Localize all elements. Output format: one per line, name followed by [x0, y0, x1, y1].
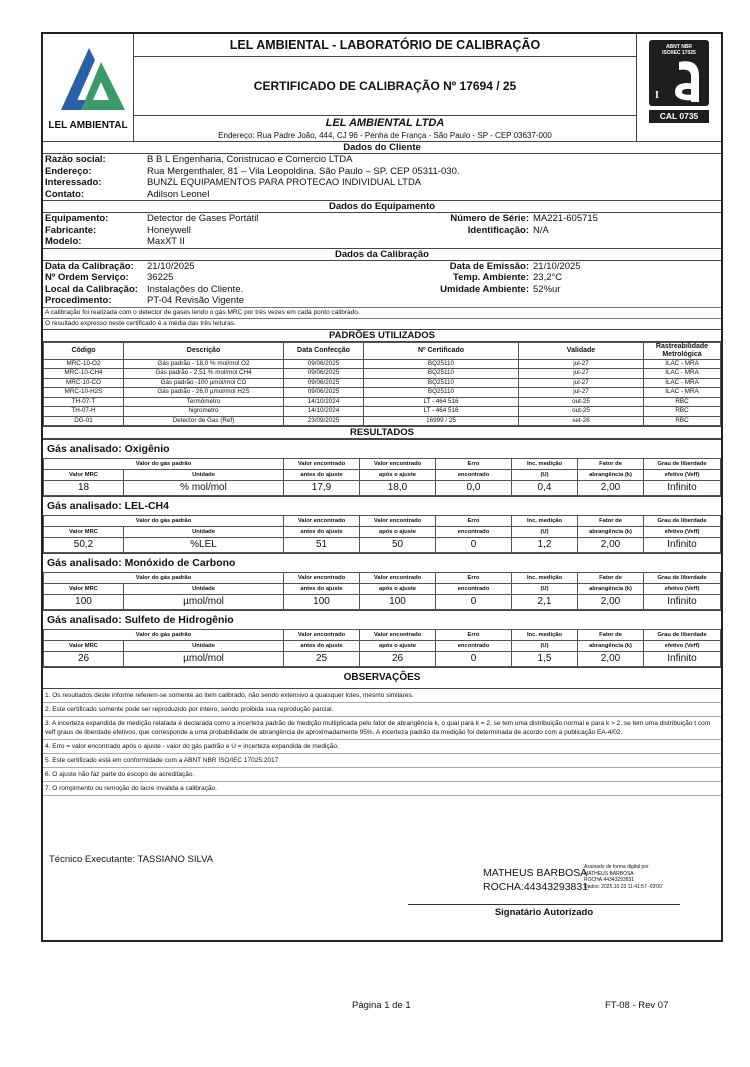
lel-logo-icon — [43, 40, 133, 120]
results-table: Valor do gás padrão Valor encontrado Valor encontrado Erro Inc. medição Fator de Grau de liberdade Valor MRC Unidade antes do ajuste após o ajuste encontrado (U) abrangência (k) efetivo (Veff) 26 µmol/mol 25 26 0 1,5 2,00 Infinito — [43, 629, 721, 667]
table-row: TH-07-T Termômetro 14/10/2024 LT - 464 516 out-25 RBC — [44, 397, 721, 407]
standards-header-row: Código Descrição Data Confecção Nº Certificado Validade Rastreabilidade Metrológica — [44, 342, 721, 359]
standards-table — [43, 342, 721, 427]
calibration-field: Nº Ordem Serviço: 36225 Temp. Ambiente: 23,2°C — [45, 272, 563, 283]
observation-item: 3. A incerteza expandida de medição relatada é declarada como a incerteza padrão de medição multiplicada pelo fator de abrangência k, o qual para k = 2, se tem uma distribuição normal e para k > 2, se tem uma distribuição t com veff graus de liberdade efetivos, que corresponde a uma probabilidade de abrangência de aproximadamente 95%. A incerteza padrão da medição foi determinada de acordo com a publicação EA-4/02. — [43, 717, 721, 740]
calibration-field: Data da Calibração: 21/10/2025 Data de Emissão: 21/10/2025 — [45, 260, 581, 272]
equipment-data — [43, 213, 721, 248]
gas-result-lel-ch4 — [43, 496, 721, 553]
gas-title: Gás analisado: LEL-CH4 — [43, 496, 721, 515]
signer-name: MATHEUS BARBOSA ROCHA:44343293831 — [483, 867, 589, 893]
gas-title: Gás analisado: Oxigênio — [43, 439, 721, 458]
table-row: 18 % mol/mol 17,9 18,0 0,0 0,4 2,00 Infinito — [44, 481, 721, 496]
certificate-body — [43, 141, 721, 796]
signatory-label: Signatário Autorizado — [494, 907, 594, 918]
table-row: DG-01 Detector de Gas (Ref) 23/09/2025 16999 / 25 set-26 RBC — [44, 416, 721, 426]
title-band — [133, 34, 637, 141]
client-field: Contato: Adilson Leonel — [45, 188, 210, 200]
gas-title: Gás analisado: Sulfeto de Hidrogênio — [43, 610, 721, 629]
company-logo — [43, 34, 134, 141]
calibration-field: Procedimento: PT-04 Revisão Vigente — [45, 295, 244, 306]
badge-line1: ABNT NBR — [665, 44, 693, 50]
table-row: 100 µmol/mol 100 100 0 2,1 2,00 Infinito — [44, 595, 721, 610]
calibration-section-title: Dados da Calibração — [43, 248, 721, 261]
results-table: Valor do gás padrão Valor encontrado Valor encontrado Erro Inc. medição Fator de Grau de liberdade Valor MRC Unidade antes do ajuste após o ajuste encontrado (U) abrangência (k) efetivo (Veff) 100 µmol/mol 100 100 0 2,1 2,00 Infinito — [43, 572, 721, 610]
equipment-field: Equipamento: Detector de Gases Portátil Número de Série: MA221-605715 — [45, 213, 598, 224]
company-name: LEL AMBIENTAL LTDA — [325, 117, 445, 129]
results-table: Valor do gás padrão Valor encontrado Valor encontrado Erro Inc. medição Fator de Grau de liberdade Valor MRC Unidade antes do ajuste após o ajuste encontrado (U) abrangência (k) efetivo (Veff) 18 % mol/mol 17,9 18,0 0,0 0,4 2,00 Infinito — [43, 458, 721, 496]
observation-item: 2. Este certificado somente pode ser reproduzido por inteiro, sendo proibida sua reprodução parcial. — [43, 703, 721, 717]
calibration-field: Local da Calibração: Instalações do Cliente. Umidade Ambiente: 52%ur — [45, 283, 561, 295]
results-section-title: RESULTADOS — [43, 426, 721, 439]
table-row: 26 µmol/mol 25 26 0 1,5 2,00 Infinito — [44, 652, 721, 667]
table-row: 50,2 %LEL 51 50 0 1,2 2,00 Infinito — [44, 538, 721, 553]
certificate-title: CERTIFICADO DE CALIBRAÇÃO Nº 17694 / 25 — [133, 57, 637, 116]
table-row: TH-07-H higrometro 14/10/2024 LT - 464 516 out-25 RBC — [44, 407, 721, 417]
badge-line2: ISO/IEC 17025 — [662, 50, 696, 56]
client-section-title: Dados do Cliente — [43, 141, 721, 154]
observation-item: 7. O rompimento ou remoção do lacre invalida a calibração. — [43, 782, 721, 796]
standards-section-title: PADRÕES UTILIZADOS — [43, 329, 721, 342]
page-number: Página 1 de 1 — [352, 1000, 411, 1011]
table-row: MRC-10-CO Gás padrão -100 µmol/mol CO 09/06/2025 BQ25110 jul-27 ILAC - MRA — [44, 378, 721, 388]
certificate-page — [41, 32, 723, 942]
client-field: Razão social: B B L Engenharia, Construcao e Comercio LTDA — [45, 154, 353, 165]
logo-text: LEL AMBIENTAL — [48, 120, 128, 131]
equipment-field: Modelo: MaxXT II — [45, 236, 185, 247]
inmetro-a-icon — [649, 54, 709, 104]
calibration-data — [43, 261, 721, 329]
signature-block — [43, 834, 721, 944]
form-revision: FT-08 - Rev 07 — [605, 1000, 669, 1011]
badge-code: CAL 0735 — [649, 110, 709, 123]
calibration-note: O resultado expresso neste certificado é a média das três leituras. — [43, 318, 721, 329]
client-data — [43, 154, 721, 200]
technician: Técnico Executante: TASSIANO SILVA — [49, 854, 214, 865]
observations-list — [43, 689, 721, 796]
client-field: Interessado: BUNZL EQUIPAMENTOS PARA PROTECAO INDIVIDUAL LTDA — [45, 177, 422, 188]
table-row: MRC-10-CH4 Gás padrão - 2,51 % mol/mol CH4 09/06/2025 BQ25110 jul-27 ILAC - MRA — [44, 369, 721, 379]
gas-result-oxygen — [43, 439, 721, 496]
observation-item: 5. Este certificado está em conformidade com a ABNT NBR ISO/IEC 17025:2017 — [43, 754, 721, 768]
calibration-note: A calibração foi realizada com o detector de gases lendo o gás MRC por três vezes em cada ponto calibrado. — [43, 307, 721, 318]
accreditation-badge-cell — [636, 34, 721, 141]
digital-signature-stamp: Assinado de forma digital por MATHEUS BARBOSA ROCHA:44343293831 Dados: 2025.10.23 11:41:57 -03'00' — [584, 864, 663, 890]
gas-title: Gás analisado: Monóxido de Carbono — [43, 553, 721, 572]
gas-result-hydrogen-sulfide — [43, 610, 721, 667]
observation-item: 6. O ajuste não faz parte do escopo de acreditação. — [43, 768, 721, 782]
observation-item: 1. Os resultados deste informe referem-se somente ao item calibrado, não sendo extensivo a quaisquer lotes, mesmo similares. — [43, 689, 721, 703]
table-row: MRC-10-H2S Gás padrão - 26,0 µmol/mol H2S 09/06/2025 BQ25110 jul-27 ILAC - MRA — [44, 388, 721, 398]
client-field: Endereço: Rua Mergenthaler, 81 – Vila Leopoldina. São Paulo – SP. CEP 05311-030. — [45, 165, 460, 177]
observations-title: OBSERVAÇÕES — [43, 667, 721, 689]
lab-title: LEL AMBIENTAL - LABORATÓRIO DE CALIBRAÇÃO — [133, 34, 637, 57]
gas-result-carbon-monoxide — [43, 553, 721, 610]
signature-line — [408, 904, 680, 905]
accreditation-badge — [649, 40, 709, 106]
results-table: Valor do gás padrão Valor encontrado Valor encontrado Erro Inc. medição Fator de Grau de liberdade Valor MRC Unidade antes do ajuste após o ajuste encontrado (U) abrangência (k) efetivo (Veff) 50,2 %LEL 51 50 0 1,2 2,00 Infinito — [43, 515, 721, 553]
table-row: MRC-10-O2 Gás padrão - 18,0 % mol/mol O2 09/06/2025 BQ25110 jul-27 ILAC - MRA — [44, 359, 721, 369]
company-address: Endereço: Rua Padre João, 444, CJ 96 - Penha de França - São Paulo - SP - CEP 03637-000 — [218, 131, 552, 140]
equipment-section-title: Dados do Equipamento — [43, 200, 721, 213]
equipment-field: Fabricante: Honeywell Identificação: N/A — [45, 224, 549, 236]
svg-text:I: I — [655, 90, 659, 101]
observation-item: 4. Erro = valor encontrado após o ajuste - valor do gás padrão e U = incerteza expandida de medição. — [43, 740, 721, 754]
certificate-header — [43, 34, 721, 141]
